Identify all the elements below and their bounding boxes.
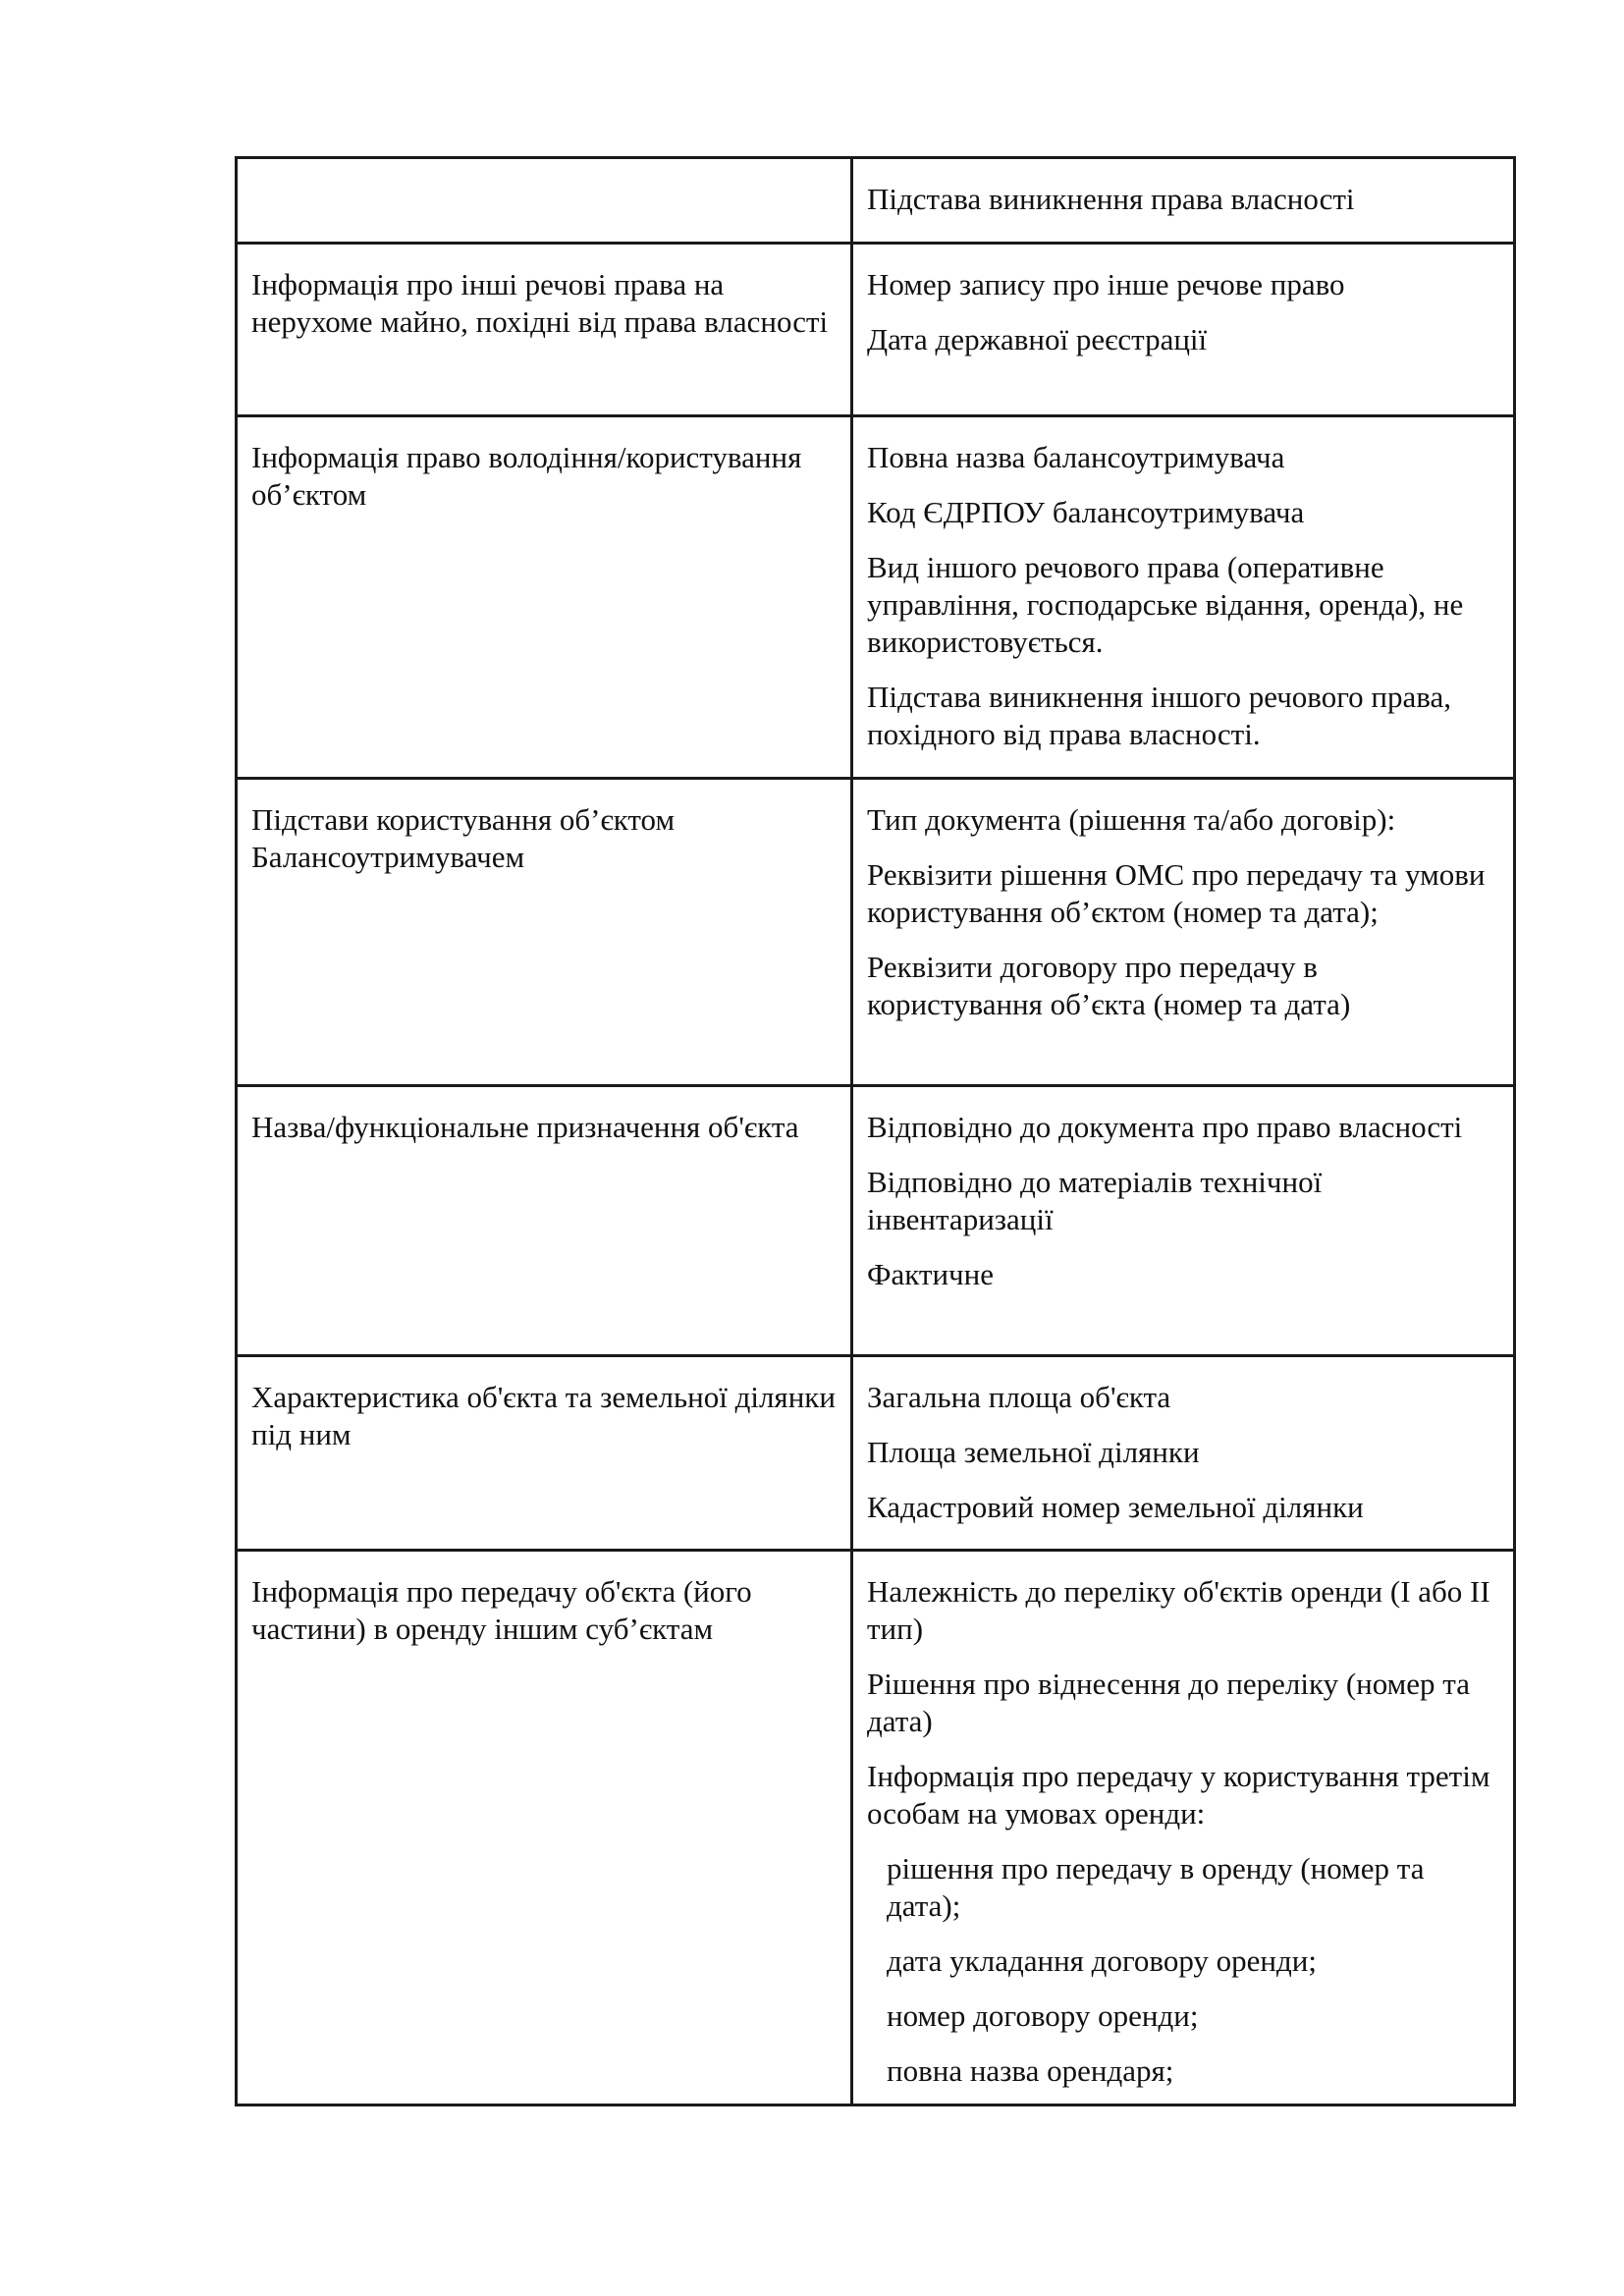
sub-list-item: номер договору оренди; [887, 1998, 1199, 2033]
row-label-cell [237, 158, 852, 244]
row-label: Назва/функціональне призначення об'єкта [251, 1110, 799, 1144]
table-row [237, 779, 1515, 1086]
table-row [237, 158, 1515, 244]
row-details-cell [852, 1551, 1515, 2105]
detail-item: Відповідно до документа про право власності [867, 1110, 1463, 1144]
row-label: Характеристика об'єкта та земельної ділянки під ним [251, 1380, 836, 1451]
row-details-cell [852, 416, 1515, 779]
detail-item: Дата державної реєстрації [867, 322, 1208, 356]
detail-item: Вид іншого речового права (оперативне управління, господарське відання, оренда), не використовується. [867, 550, 1464, 659]
row-details-cell [852, 1356, 1515, 1551]
detail-item: Підстава виникнення права власності [867, 182, 1355, 216]
detail-item: Номер запису про інше речове право [867, 267, 1345, 301]
table-row [237, 416, 1515, 779]
table-row [237, 1551, 1515, 2105]
row-details-cell [852, 1086, 1515, 1356]
sub-list-item: повна назва орендаря; [887, 2053, 1174, 2088]
detail-item: Належність до переліку об'єктів оренди (І або ІІ тип) [867, 1574, 1490, 1646]
row-details-cell [852, 244, 1515, 416]
table-row [237, 1086, 1515, 1356]
row-label-cell [237, 416, 852, 779]
document-table [235, 156, 1516, 2106]
row-details-cell [852, 779, 1515, 1086]
row-label-cell [237, 779, 852, 1086]
row-label-cell [237, 1356, 852, 1551]
row-details-cell [852, 158, 1515, 244]
sub-list-item: дата укладання договору оренди; [887, 1943, 1317, 1978]
table-body [237, 158, 1515, 2105]
detail-item: Підстава виникнення іншого речового права, похідного від права власності. [867, 680, 1452, 751]
row-label: Інформація про інші речові права на нерухоме майно, похідні від права власності [251, 267, 829, 339]
sub-list-item: рішення про передачу в оренду (номер та дата); [887, 1851, 1425, 1923]
row-label: Інформація право володіння/користування об’єктом [251, 440, 802, 512]
detail-item: Кадастровий номер земельної ділянки [867, 1490, 1364, 1524]
detail-item: Реквізити рішення ОМС про передачу та умови користування об’єктом (номер та дата); [867, 857, 1486, 929]
row-label-cell [237, 1551, 852, 2105]
detail-item: Загальна площа об'єкта [867, 1380, 1171, 1414]
row-label: Інформація про передачу об'єкта (його частини) в оренду іншим суб’єктам [251, 1574, 752, 1646]
detail-item: Інформація про передачу у користування третім особам на умовах оренди: [867, 1759, 1490, 1831]
detail-item: Код ЄДРПОУ балансоутримувача [867, 495, 1305, 529]
detail-item: Відповідно до матеріалів технічної інвентаризації [867, 1165, 1323, 1236]
row-label: Підстави користування об’єктом Балансоутримувачем [251, 802, 676, 874]
detail-item: Рішення про віднесення до переліку (номер та дата) [867, 1667, 1470, 1738]
table-row [237, 1356, 1515, 1551]
detail-item: Фактичне [867, 1257, 994, 1291]
detail-item: Реквізити договору про передачу в користування об’єкта (номер та дата) [867, 950, 1351, 1021]
detail-item: Тип документа (рішення та/або договір): [867, 802, 1396, 837]
row-label-cell [237, 1086, 852, 1356]
table-row [237, 244, 1515, 416]
detail-item: Площа земельної ділянки [867, 1435, 1200, 1469]
row-label-cell [237, 244, 852, 416]
detail-item: Повна назва балансоутримувача [867, 440, 1285, 474]
